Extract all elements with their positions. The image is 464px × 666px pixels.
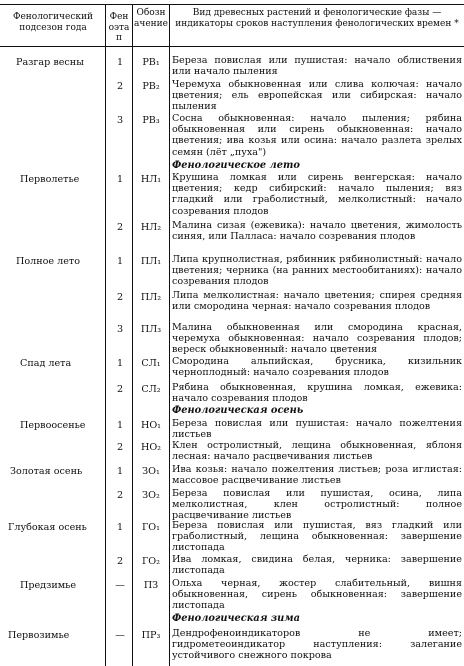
subseason-label: Разгар весны [16, 57, 84, 68]
stage-description: Клен остролистный, лещина обыкновенная, яблоня лесная: начало расцвечивания листьев [172, 440, 462, 463]
stage-code: ПЗ [143, 580, 159, 591]
stage-number: 2 [116, 81, 124, 92]
subseason-label: Спад лета [20, 358, 72, 369]
stage-description: Липа мелколистная: начало цветения; спирея средняя или смородина черная: начало созревания плодов [172, 290, 462, 313]
stage-description: Сосна обыкновенная: начало пыления; рябина обыкновенная или сирень обыкновенная: начало цветения; ива козья или осина: начало разлета зрелых семян (лёт „пуха") [172, 113, 462, 158]
stage-description: Ольха черная, жостер слабительный, вишня обыкновенная, сирень обыкновенная: завершение листопада [172, 578, 462, 612]
stage-code: ЗО₁ [142, 466, 160, 477]
col-divider-1 [105, 4, 106, 666]
stage-code: ПЛ₁ [140, 256, 162, 267]
stage-number: 1 [116, 466, 124, 477]
stage-code: РВ₂ [142, 81, 160, 92]
stage-number: 1 [116, 174, 124, 185]
stage-code: НО₂ [140, 442, 162, 453]
stage-code: РВ₁ [142, 57, 160, 68]
stage-code: ПЛ₂ [140, 292, 162, 303]
stage-number: 1 [116, 420, 124, 431]
stage-code: ПР₃ [141, 630, 161, 641]
header-species-description: Вид древесных растений и фенологические фазы — индикаторы сроков наступления фенологических времен * [175, 8, 459, 29]
stage-number: 1 [116, 256, 124, 267]
stage-description: Рябина обыкновенная, крушина ломкая, ежевика: начало созревания плодов [172, 382, 462, 405]
section-heading-autumn: Фенологическая осень [172, 405, 304, 416]
stage-description: Черемуха обыкновенная или слива колючая: начало цветения; ель европейская или сибирская: начало пыления [172, 79, 462, 113]
subseason-label: Полное лето [16, 256, 80, 267]
stage-number: 3 [116, 324, 124, 335]
stage-number: — [115, 630, 125, 641]
stage-code: НЛ₁ [140, 174, 162, 185]
subseason-label: Первоосенье [20, 420, 86, 431]
stage-description: Ива козья: начало пожелтения листьев; роза иглистая: массовое расцвечивание листьев [172, 464, 462, 487]
header-phenostage: Феноэтап [108, 12, 130, 43]
stage-description: Береза повислая или пушистая: начало пожелтения листьев [172, 418, 462, 441]
table-top-rule [0, 4, 464, 5]
stage-number: 1 [116, 57, 124, 68]
stage-description: Смородина альпийская, брусника, кизильник черноплодный: начало созревания плодов [172, 356, 462, 379]
stage-description: Береза повислая или пушистая: начало облиствения или начало пыления [172, 55, 462, 78]
stage-description: Ива ломкая, свидина белая, черника: завершение листопада [172, 554, 462, 577]
stage-number: 2 [116, 556, 124, 567]
stage-code: СЛ₂ [141, 384, 161, 395]
stage-number: 2 [116, 490, 124, 501]
col-divider-3 [169, 4, 170, 666]
stage-description: Береза повислая или пушистая, осина, липа мелколистная, клен остролистный: полное расцвечивание листьев [172, 488, 462, 522]
header-phenological-subseason: Фенологический подсезон года [12, 12, 93, 33]
stage-code: ПЛ₃ [140, 324, 162, 335]
stage-number: — [115, 580, 125, 591]
subseason-label: Предзимье [20, 580, 77, 591]
stage-description: Береза повислая или пушистая, вяз гладкий или граболистный, лещина обыкновенная: завершение листопада [172, 520, 462, 554]
stage-code: НО₁ [140, 420, 162, 431]
subseason-label: Золотая осень [10, 466, 83, 477]
stage-code: ГО₁ [141, 522, 161, 533]
header-designation: Обозначение [134, 8, 168, 29]
subseason-label: Первозимье [8, 630, 70, 641]
stage-number: 1 [116, 358, 124, 369]
subseason-label: Перволетье [20, 174, 80, 185]
stage-code: ЗО₂ [142, 490, 160, 501]
stage-number: 3 [116, 115, 124, 126]
stage-number: 2 [116, 222, 124, 233]
header-bottom-rule [0, 46, 464, 47]
stage-description: Малина обыкновенная или смородина красная, черемуха обыкновенная: начало созревания плодов; вереск обыкновенный: начало цветения [172, 322, 462, 356]
stage-code: ГО₂ [141, 556, 161, 567]
stage-description: Малина сизая (ежевика): начало цветения, жимолость синяя, или Палласа: начало созревания плодов [172, 220, 462, 243]
subseason-label: Глубокая осень [8, 522, 87, 533]
stage-description: Дендрофеноиндикаторов не имеет; гидрометеоиндикатор наступления: залегание устойчивого снежного покрова [172, 628, 462, 662]
stage-number: 2 [116, 442, 124, 453]
stage-code: СЛ₁ [141, 358, 161, 369]
stage-number: 1 [116, 522, 124, 533]
stage-code: РВ₃ [142, 115, 160, 126]
stage-number: 2 [116, 292, 124, 303]
stage-description: Крушина ломкая или сирень венгерская: начало цветения; кедр сибирский: начало пыления; вяз гладкий или граболистный, мелколистный: начало созревания плодов [172, 172, 462, 217]
section-heading-winter: Фенологическая зима [172, 613, 300, 624]
section-heading-summer: Фенологическое лето [172, 160, 300, 171]
stage-description: Липа крупнолистная, рябинник рябинолистный: начало цветения; черника (на ранних местообитаниях): начало созревания плодов [172, 254, 462, 288]
stage-code: НЛ₂ [140, 222, 162, 233]
stage-number: 2 [116, 384, 124, 395]
